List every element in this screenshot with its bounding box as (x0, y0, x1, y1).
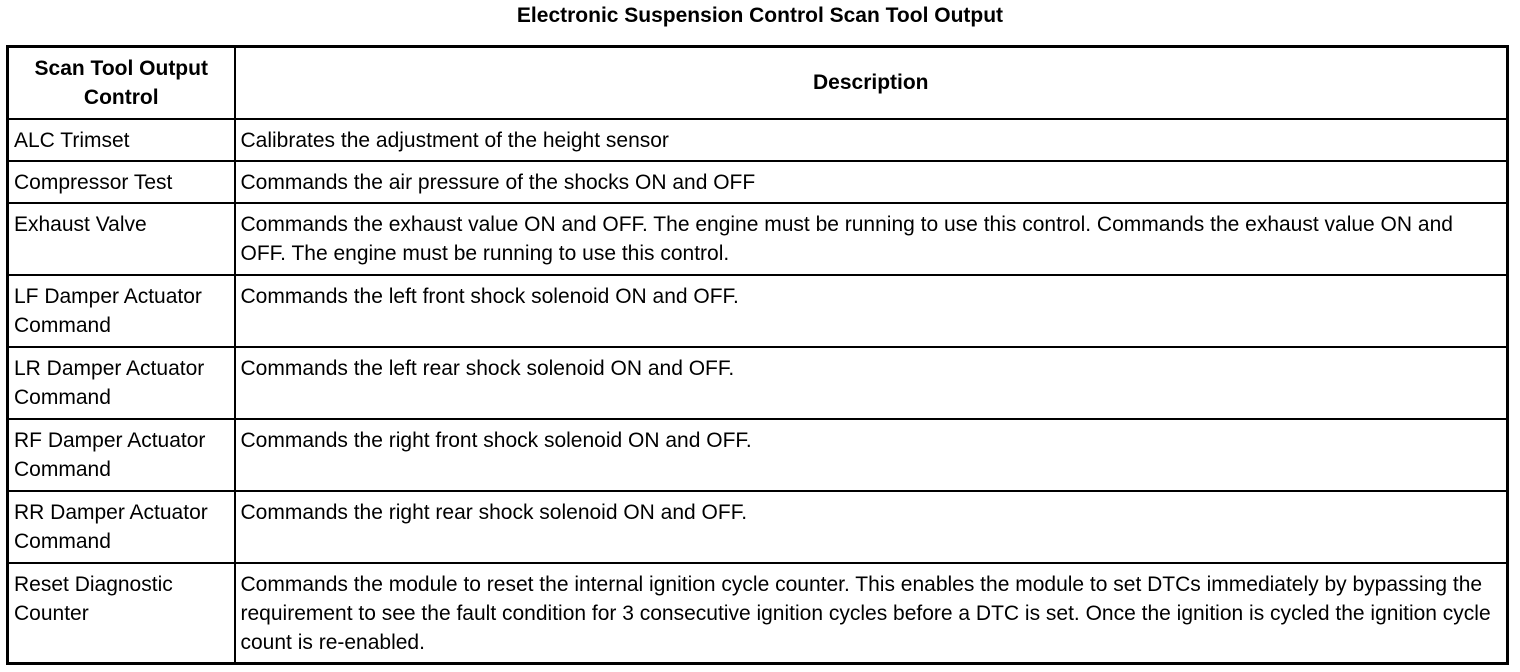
row-control-cell: RR Damper Actuator Command (8, 491, 235, 563)
row-control-cell: LF Damper Actuator Command (8, 275, 235, 347)
row-description-cell: Commands the right rear shock solenoid ON and OFF. (235, 491, 1508, 563)
table-row (8, 347, 1508, 419)
table-row (8, 563, 1508, 664)
row-description-cell: Commands the left front shock solenoid ON and OFF. (235, 275, 1508, 347)
table-row (8, 203, 1508, 275)
row-description-cell: Commands the exhaust value ON and OFF. The engine must be running to use this control. Commands the exhaust value ON and OFF. The engine must be running to use this control. (235, 203, 1508, 275)
table-row (8, 275, 1508, 347)
document-title: Electronic Suspension Control Scan Tool Output (516, 4, 1004, 27)
scan-tool-output-table (6, 45, 1509, 665)
column-header-description: Description (235, 47, 1508, 119)
row-description-cell: Calibrates the adjustment of the height sensor (235, 119, 1508, 161)
row-description-cell: Commands the module to reset the internal ignition cycle counter. This enables the module to set DTCs immediately by bypassing the requirement to see the fault condition for 3 consecutive ignition cycles before a DTC is set. Once the ignition is cycled the ignition cycle count is re-enabled. (235, 563, 1508, 664)
row-control-cell: Reset Diagnostic Counter (8, 563, 235, 664)
row-description-cell: Commands the air pressure of the shocks ON and OFF (235, 161, 1508, 203)
row-description-cell: Commands the left rear shock solenoid ON and OFF. (235, 347, 1508, 419)
table-header-row (8, 47, 1508, 119)
column-header-control: Scan Tool Output Control (8, 47, 235, 119)
row-control-cell: RF Damper Actuator Command (8, 419, 235, 491)
table-row (8, 119, 1508, 161)
row-description-cell: Commands the right front shock solenoid ON and OFF. (235, 419, 1508, 491)
table-row (8, 161, 1508, 203)
row-control-cell: ALC Trimset (8, 119, 235, 161)
row-control-cell: LR Damper Actuator Command (8, 347, 235, 419)
table-row (8, 491, 1508, 563)
row-control-cell: Exhaust Valve (8, 203, 235, 275)
table-row (8, 419, 1508, 491)
row-control-cell: Compressor Test (8, 161, 235, 203)
